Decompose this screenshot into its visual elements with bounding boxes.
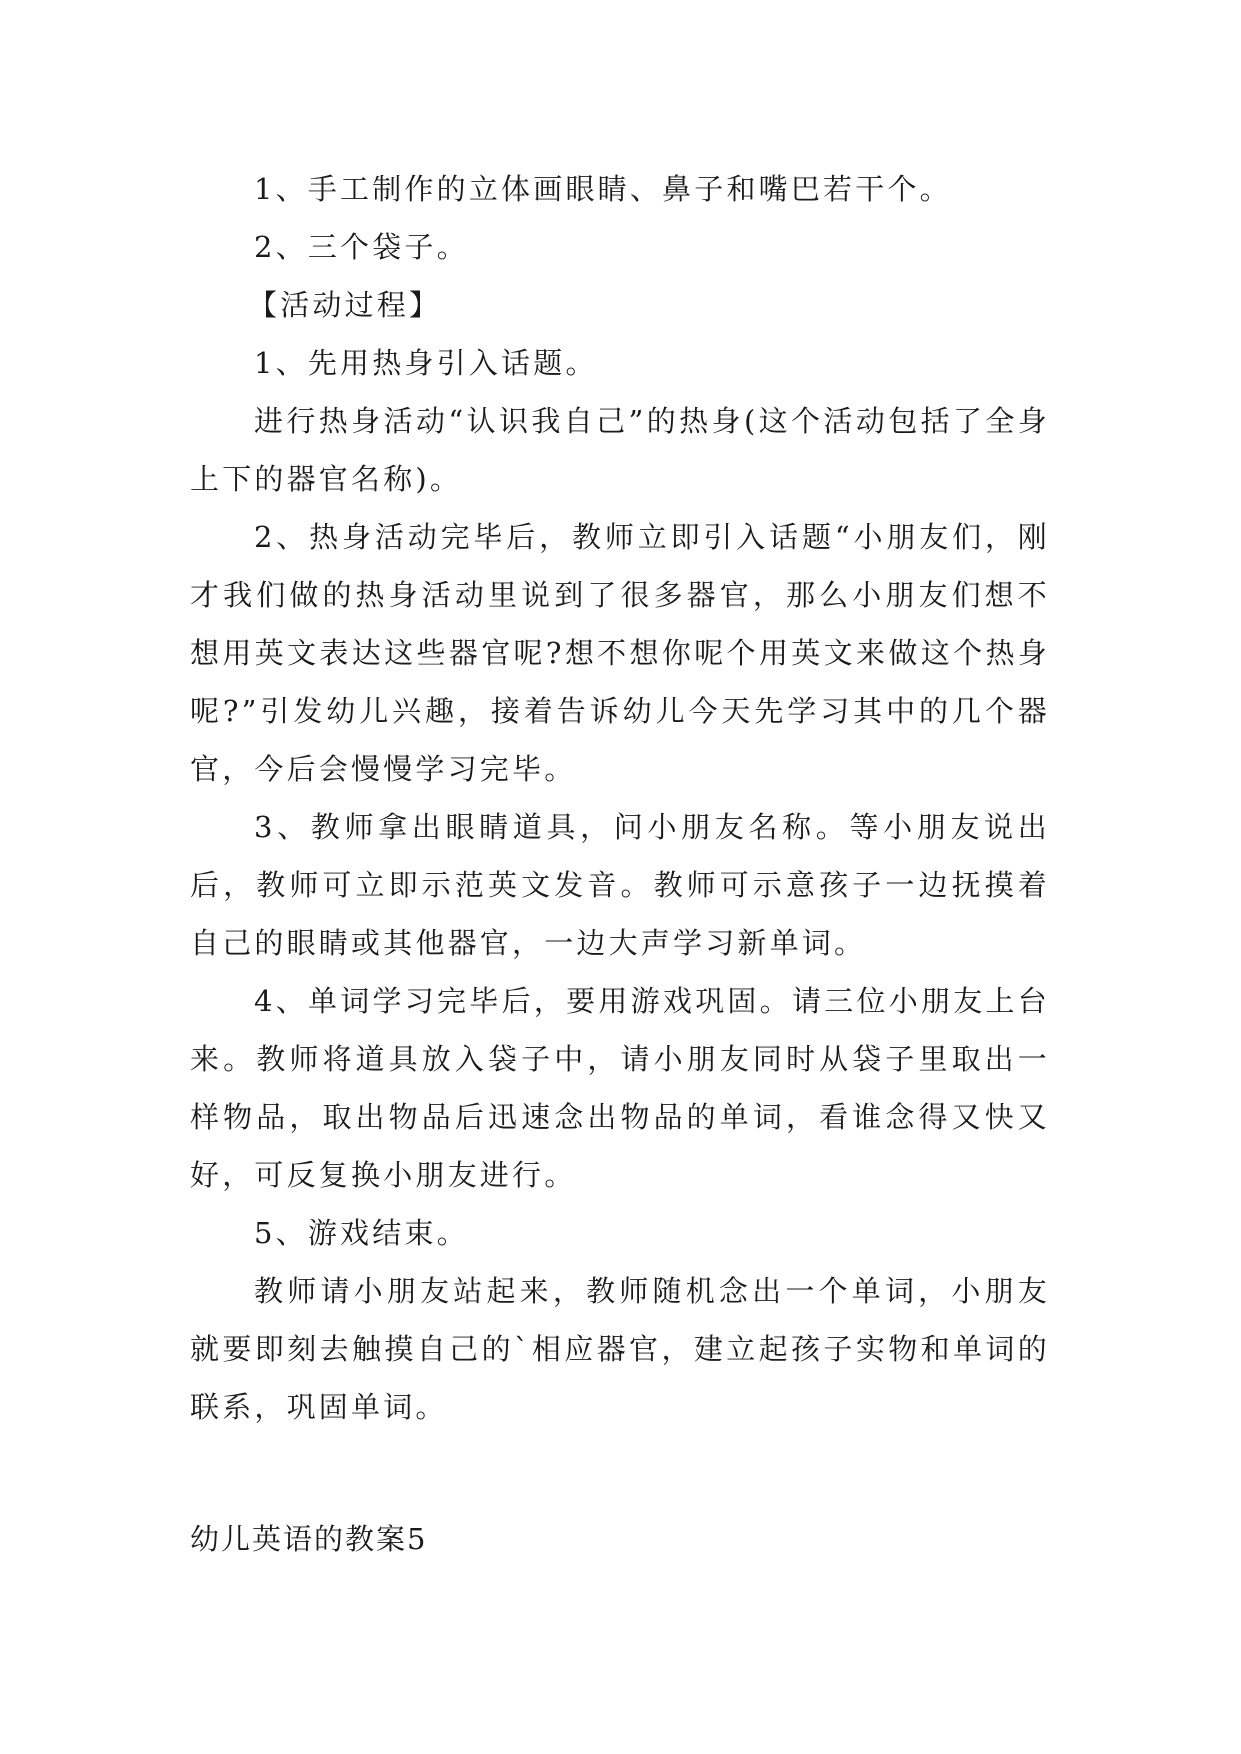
next-section-heading: 幼儿英语的教案5: [190, 1522, 428, 1556]
step-2-paragraph: 2、热身活动完毕后，教师立即引入话题“小朋友们，刚才我们做的热身活动里说到了很多器官，那么小朋友们想不想用英文表达这些器官呢?想不想你呢个用英文来做这个热身呢?”引发幼儿兴趣，接着告诉幼儿今天先学习其中的几个器官，今后会慢慢学习完毕。: [190, 520, 1050, 786]
step-1-title: 1、先用热身引入话题。: [254, 346, 598, 380]
warmup-paragraph: 进行热身活动“认识我自己”的热身(这个活动包括了全身上下的器官名称)。: [190, 404, 1050, 496]
material-item-2: 2、三个袋子。: [254, 230, 469, 264]
closing-paragraph: 教师请小朋友站起来，教师随机念出一个单词，小朋友就要即刻去触摸自己的`相应器官，建立起孩子实物和单词的联系，巩固单词。: [190, 1274, 1050, 1424]
material-item-1: 1、手工制作的立体画眼睛、鼻子和嘴巴若干个。: [254, 172, 952, 206]
step-5-title: 5、游戏结束。: [254, 1216, 469, 1250]
process-section-title: 【活动过程】: [248, 288, 442, 322]
step-3-paragraph: 3、教师拿出眼睛道具，问小朋友名称。等小朋友说出后，教师可立即示范英文发音。教师可示意孩子一边抚摸着自己的眼睛或其他器官，一边大声学习新单词。: [190, 810, 1050, 960]
step-4-paragraph: 4、单词学习完毕后，要用游戏巩固。请三位小朋友上台来。教师将道具放入袋子中，请小朋友同时从袋子里取出一样物品，取出物品后迅速念出物品的单词，看谁念得又快又好，可反复换小朋友进行。: [190, 984, 1050, 1192]
section-gap: [190, 1436, 1050, 1510]
document-page: [190, 160, 1050, 1568]
